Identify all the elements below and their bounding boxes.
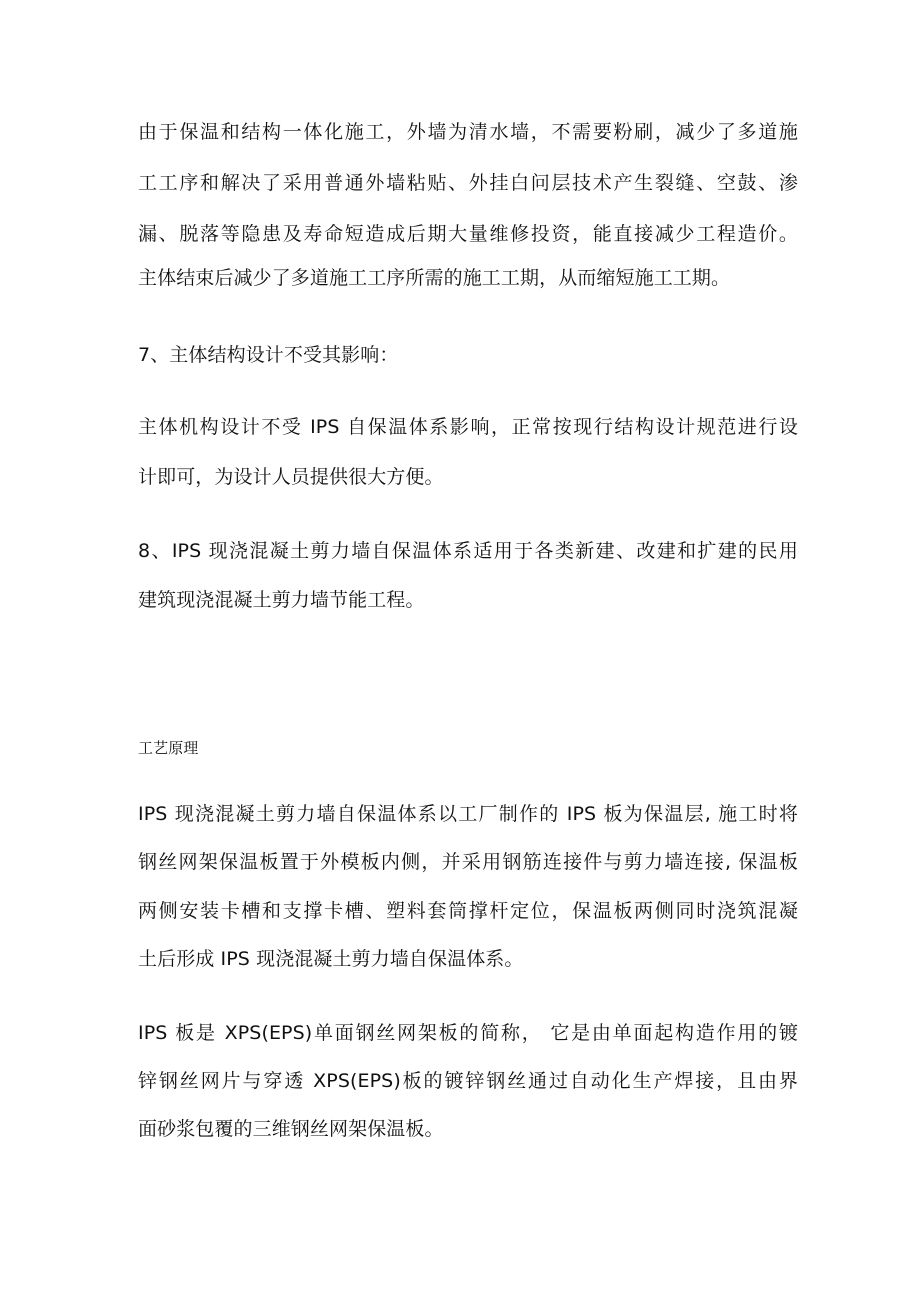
paragraph-2-line-1: 主体机构设计不受 IPS 自保温体系影响，正常按现行结构设计规范进行设	[138, 416, 798, 438]
item-8-line-2: 建筑现浇混凝土剪力墙节能工程。	[138, 589, 425, 611]
paragraph-3-line-4: 土后形成 IPS 现浇混凝土剪力墙自保温体系。	[138, 948, 524, 970]
paragraph-3-line-3: 两侧安装卡槽和支撑卡槽、塑料套筒撑杆定位，保温板两侧同时浇筑混凝	[138, 900, 798, 922]
paragraph-2-line-2: 计即可，为设计人员提供很大方便。	[138, 466, 444, 488]
paragraph-3-line-2: 钢丝网架保温板置于外模板内侧，并采用钢筋连接件与剪力墙连接, 保温板	[138, 851, 798, 873]
item-8-line-1: 8、IPS 现浇混凝土剪力墙自保温体系适用于各类新建、改建和扩建的民用	[138, 540, 798, 562]
paragraph-1-line-3: 漏、脱落等隐患及寿命短造成后期大量维修投资，能直接减少工程造价。	[138, 223, 798, 245]
section-heading: 工艺原理	[138, 739, 199, 757]
paragraph-4-line-3: 面砂浆包覆的三维钢丝网架保温板。	[138, 1118, 444, 1140]
paragraph-1-line-1: 由于保温和结构一体化施工，外墙为清水墙，不需要粉刷，减少了多道施	[138, 121, 798, 143]
paragraph-3-line-1: IPS 现浇混凝土剪力墙自保温体系以工厂制作的 IPS 板为保温层, 施工时将	[138, 803, 798, 825]
paragraph-1-line-4: 主体结束后减少了多道施工工序所需的施工工期，从而缩短施工工期。	[138, 267, 731, 289]
paragraph-1-line-2: 工工序和解决了采用普通外墙粘贴、外挂白问层技术产生裂缝、空鼓、渗	[138, 172, 798, 194]
paragraph-4-line-1: IPS 板是 XPS(EPS)单面钢丝网架板的简称， 它是由单面起构造作用的镀	[138, 1022, 798, 1044]
item-7-title: 7、主体结构设计不受其影响：	[138, 344, 399, 366]
paragraph-4-line-2: 锌钢丝网片与穿透 XPS(EPS)板的镀锌钢丝通过自动化生产焊接，且由界	[138, 1070, 798, 1092]
